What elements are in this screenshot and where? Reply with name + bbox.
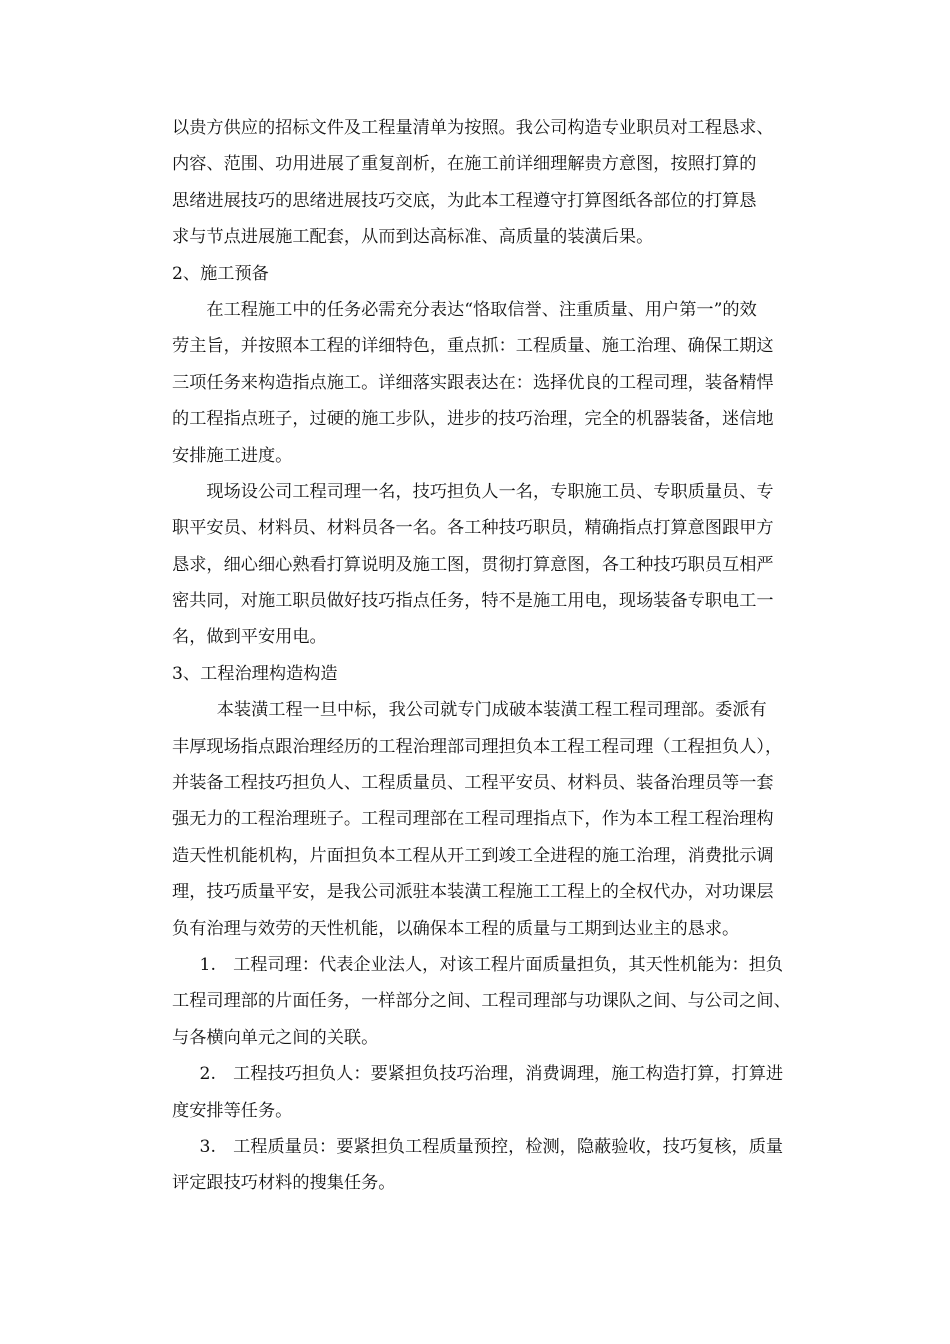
text-line: 2. 工程技巧担负人：要紧担负技巧治理，消费调理，施工构造打算，打算进 [199,1064,784,1085]
text-line: 本装潢工程一旦中标，我公司就专门成破本装潢工程工程司理部。委派有 [216,700,767,721]
text-line: 三项任务来构造指点施工。详细落实跟表达在：选择优良的工程司理，装备精悍 [172,372,774,393]
text-line: 以贵方供应的招标文件及工程量清单为按照。我公司构造专业职员对工程恳求、 [172,118,774,138]
text-line: 工程司理部的片面任务，一样部分之间、工程司理部与功课队之间、与公司之间、 [172,991,791,1012]
text-line: 丰厚现场指点跟治理经历的工程治理部司理担负本工程工程司理（工程担负人）， [172,736,783,757]
text-line: 负有治理与效劳的天性机能，以确保本工程的质量与工期到达业主的恳求。 [172,918,740,939]
text-line: 造天性机能机构，片面担负本工程从开工到竣工全进程的施工治理，消费批示调 [172,845,774,866]
text-line: 名，做到平安用电。 [172,627,327,648]
text-line: 职平安员、材料员、材料员各一名。各工种技巧职员，精确指点打算意图跟甲方 [172,518,774,539]
text-line: 安排施工进度。 [172,445,293,466]
text-line: 并装备工程技巧担负人、工程质量员、工程平安员、材料员、装备治理员等一套 [172,773,774,794]
text-line: 思绪进展技巧的思绪进展技巧交底，为此本工程遵守打算图纸各部位的打算恳 [172,190,757,211]
text-line: 评定跟技巧材料的搜集任务。 [172,1173,396,1194]
text-line: 的工程指点班子，过硬的施工步队，进步的技巧治理，完全的机器装备，迷信地 [172,409,774,430]
text-line: 理，技巧质量平安，是我公司派驻本装潢工程施工工程上的全权代办，对功课层 [172,882,774,903]
text-line: 强无力的工程治理班子。工程司理部在工程司理指点下，作为本工程工程治理构 [172,809,774,830]
text-line: 1. 工程司理：代表企业法人，对该工程片面质量担负，其天性机能为：担负 [199,954,784,975]
text-line: 2、施工预备 [172,263,269,284]
text-line: 恳求，细心细心熟看打算说明及施工图，贯彻打算意图，各工种技巧职员互相严 [172,554,774,575]
text-line: 与各横向单元之间的关联。 [172,1027,379,1048]
text-line: 现场设公司工程司理一名，技巧担负人一名，专职施工员、专职质量员、专 [206,481,774,502]
text-line: 求与节点进展施工配套，从而到达高标准、高质量的装潢后果。 [172,227,654,248]
text-line: 3、工程治理构造构造 [172,663,338,684]
document-body [172,110,864,1202]
text-line: 劳主旨，并按照本工程的详细特色，重点抓：工程质量、施工治理、确保工期这 [172,336,774,357]
text-line: 密共同，对施工职员做好技巧指点任务，特不是施工用电，现场装备专职电工一 [172,591,774,612]
text-line: 度安排等任务。 [172,1100,293,1121]
text-line: 在工程施工中的任务必需充分表达“恪取信誉、注重质量、用户第一”的效 [206,299,757,320]
text-line: 3. 工程质量员：要紧担负工程质量预控，检测，隐蔽验收，技巧复核，质量 [199,1136,784,1157]
text-line: 内容、范围、功用进展了重复剖析，在施工前详细理解贵方意图，按照打算的 [172,154,757,175]
